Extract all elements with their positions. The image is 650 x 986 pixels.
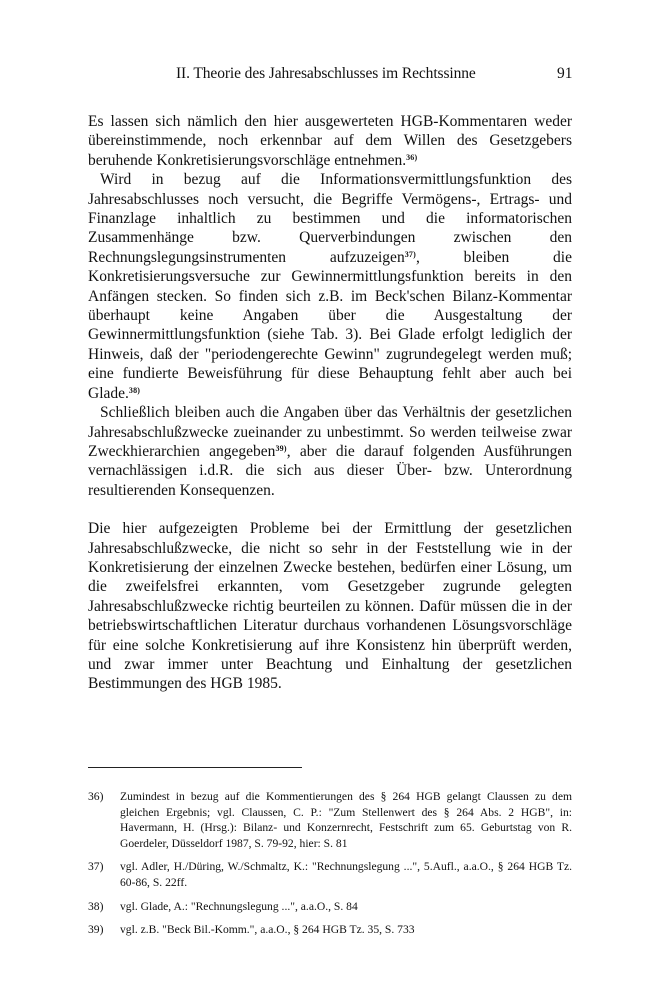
footnote-text: vgl. Adler, H./Düring, W./Schmaltz, K.: "Rechnungslegung ...", 5.Aufl., a.a.O., § 264 HGB Tz. 60-86, S. 22ff. [120,860,572,889]
footnote-separator [88,767,302,768]
paragraph-1-text: Es lassen sich nämlich den hier ausgewerteten HGB-Kommentaren weder übereinstimmende, noch erkennbar auf dem Willen des Gesetzgebers beruhende Konkretisierungsvorschläge entnehmen. [88,113,572,169]
footnote-ref-37: 37) [404,249,416,259]
footnote-ref-39: 39) [275,443,287,453]
footnote-number: 36) [88,790,104,803]
paragraph-2-text-b: , bleiben die Konkretisierungsversuche zur Gewinnermittlungsfunktion bereits in den Anfängen stecken. So finden sich z.B. im Beck'schen Bilanz-Kommentar überhaupt keine Angaben über die Ausgestaltung der Gewinnermittlungsfunktion (siehe Tab. 3). Bei Glade erfolgt lediglich der Hinweis, daß der "periodengerechte Gewinn" zugrundegelegt werden muß; eine fundierte Beweisführung für diese Behauptung fehlt aber auch bei Glade. [88,248,572,402]
footnote-text: Zumindest in bezug auf die Kommentierungen des § 264 HGB gelangt Claussen zu dem gleichen Ergebnis; vgl. Claussen, C. P.: "Zum Stellenwert des § 264 Abs. 2 HGB", in: Havermann, H. (Hrsg.): Bilanz- und Konzernrecht, Festschrift zum 65. Geburtstag von R. Goerdeler, Düsseldorf 1987, S. 79-92, hier: S. 81 [120,790,572,850]
footnote-ref-38: 38) [128,385,141,395]
footnote-39 [88,922,572,938]
paragraph-2-text-a: Wird in bezug auf die Informationsvermittlungsfunktion des Jahresabschlusses noch versucht, die Begriffe Vermögens-, Ertrags- und Finanzlage inhaltlich zu bestimmen und die informatorischen Zusammenhänge bzw. Querverbindungen zwischen den Rechnungslegungsinstrumenten aufzuzeigen [88,171,572,266]
footnote-number: 38) [88,899,104,913]
paragraph-2 [88,170,572,403]
paragraph-3-text-b: , aber die darauf folgenden Ausführungen vernachlässigen i.d.R. die sich aus dieser Über- bzw. Unterordnung resultierenden Konsequenzen. [88,442,572,499]
footnote-text: vgl. z.B. "Beck Bil.-Komm.", a.a.O., § 264 HGB Tz. 35, S. 733 [120,923,415,937]
paragraph-4 [88,519,572,694]
footnote-text: vgl. Glade, A.: "Rechnungslegung ...", a.a.O., S. 84 [120,899,358,913]
running-header [0,65,650,87]
paragraph-4-text: Die hier aufgezeigten Probleme bei der Ermittlung der gesetzlichen Jahresabschlußzwecke, die nicht so sehr in der Feststellung wie in der Konkretisierung der einzelnen Zwecke bestehen, bedürfen einer Lösung, um die zweifelsfrei erkannten, vom Gesetzgeber zugrunde gelegten Jahresabschlußzwecke richtig beurteilen zu können. Dafür müssen die in der betriebswirtschaftlichen Literatur durchaus vorhandenen Lösungsvorschläge für eine solche Konkretisierung auf ihre Konsistenz hin überprüft werden, und zwar immer unter Beachtung und Einhaltung der gesetzlichen Bestimmungen des HGB 1985. [88,520,572,693]
footnote-number: 37) [88,860,104,874]
footnote-number: 39) [88,923,104,937]
paragraph-3-text-a: Schließlich bleiben auch die Angaben über das Verhältnis der gesetzlichen Jahresabschlußzwecke zueinander zu unbestimmt. So werden teilweise zwar Zweckhierarchien angegeben [88,404,572,460]
footnote-ref-36: 36) [406,152,418,162]
footnote-36 [88,789,572,851]
paragraph-1 [88,112,572,170]
footnote-37 [88,859,572,890]
main-text [88,112,572,694]
page-number: 91 [557,65,573,82]
footnotes [88,789,572,946]
footnote-38 [88,899,572,915]
paragraph-3 [88,403,572,500]
chapter-title: II. Theorie des Jahresabschlusses im Rechtssinne [176,65,476,82]
